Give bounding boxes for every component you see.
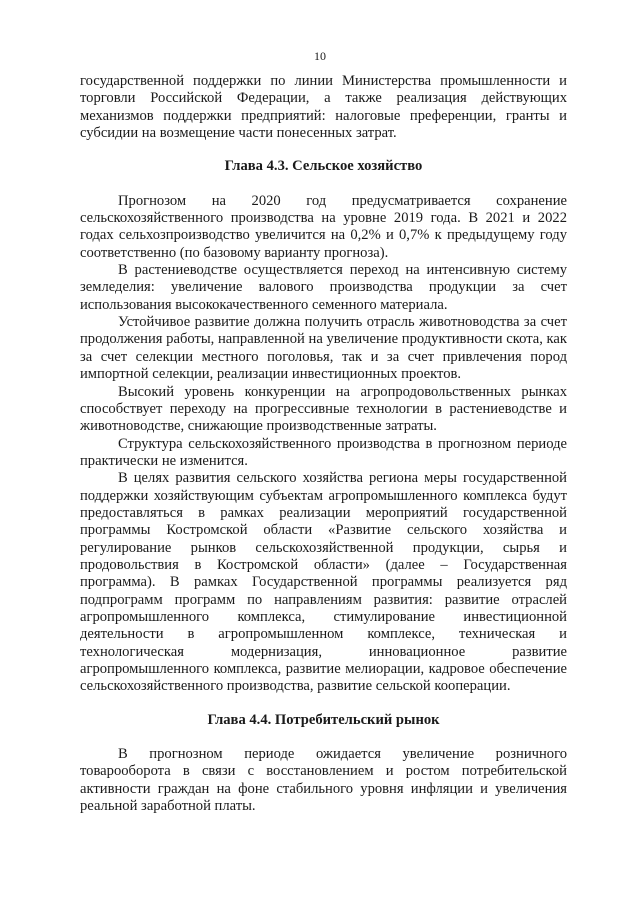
section-heading-agriculture: Глава 4.3. Сельское хозяйство	[224, 158, 423, 175]
intro-paragraph: государственной поддержки по линии Министерства промышленности и торговли Российской Федерации, а также реализация действующих механизмов поддержки предприятий: налоговые преференции, гранты и субсидии на возмещение части понесенных затрат.	[80, 73, 567, 142]
page-content	[80, 73, 567, 815]
consumer-market-paragraph: В прогнозном периоде ожидается увеличение розничного товарооборота в связи с восстановлением и ростом потребительской активности граждан на фоне стабильного уровня инфляции и увеличения реальной заработной платы.	[80, 746, 567, 815]
agriculture-paragraph: В целях развития сельского хозяйства региона меры государственной поддержки хозяйствующим субъектам агропромышленного комплекса будут предоставляться в рамках реализации мероприятий государственной программы Костромской области «Развитие сельского хозяйства и регулирование рынков сельскохозяйственной продукции, сырья и продовольствия в Костромской области» (далее – Государственная программа). В рамках Государственной программы реализуется ряд подпрограмм программ по направлениям развития: развитие отраслей агропромышленного комплекса, стимулирование инвестиционной деятельности в агропромышленном комплексе, техническая и технологическая модернизация, инновационное развитие агропромышленного комплекса, развитие мелиорации, кадровое обеспечение сельскохозяйственного производства, развитие сельской кооперации.	[80, 470, 567, 695]
agriculture-paragraph: Устойчивое развитие должна получить отрасль животноводства за счет продолжения работы, направленной на увеличение продуктивности скота, как за счет селекции местного поголовья, так и за счет привлечения пород импортной селекции, реализации инвестиционных проектов.	[80, 314, 567, 383]
section-heading-consumer-market: Глава 4.4. Потребительский рынок	[207, 711, 440, 728]
section-body-consumer-market	[80, 746, 567, 815]
agriculture-paragraph: Структура сельскохозяйственного производства в прогнозном периоде практически не изменится.	[80, 435, 567, 469]
agriculture-paragraph: В растениеводстве осуществляется переход на интенсивную систему земледелия: увеличение валового производства продукции за счет использования высококачественного семенного материала.	[80, 262, 567, 313]
page-number: 10	[314, 49, 326, 63]
agriculture-paragraph: Прогнозом на 2020 год предусматривается сохранение сельскохозяйственного производства на уровне 2019 года. В 2021 и 2022 годах сельхозпроизводство увеличится на 0,2% и 0,7% к предыдущему году соответственно (по базовому варианту прогноза).	[80, 192, 567, 261]
agriculture-paragraph: Высокий уровень конкуренции на агропродовольственных рынках способствует переходу на прогрессивные технологии в растениеводстве и животноводстве, снижающие производственные затраты.	[80, 383, 567, 435]
section-body-agriculture	[80, 193, 567, 696]
